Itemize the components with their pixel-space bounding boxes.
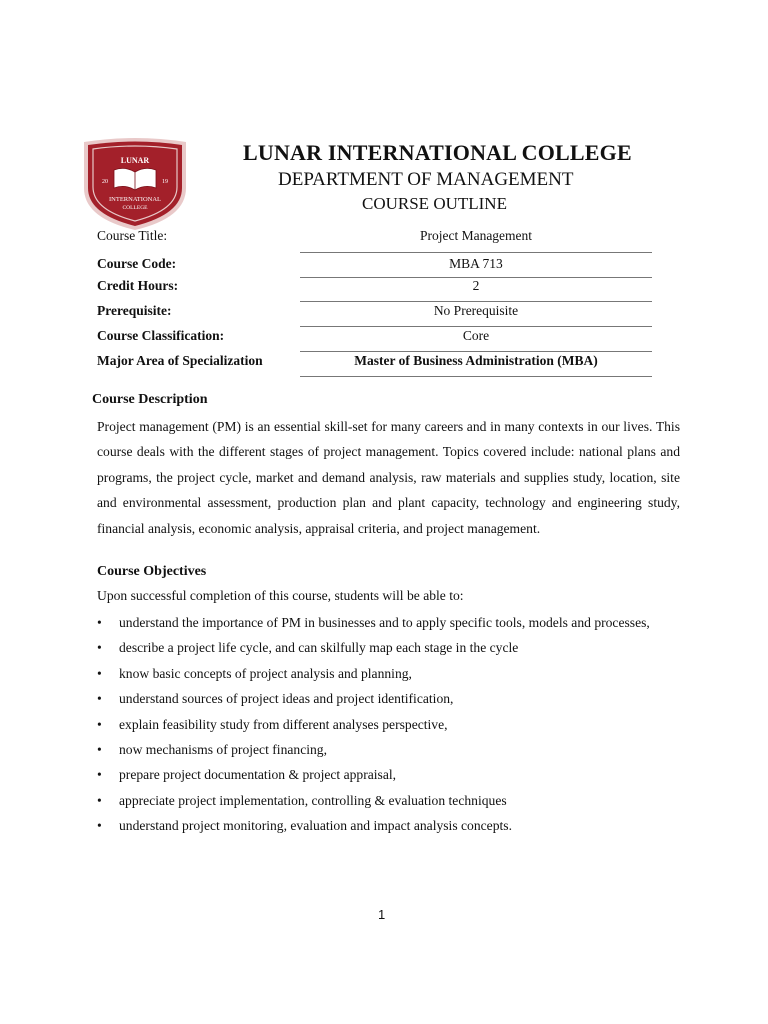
list-item [97, 635, 680, 660]
list-item [97, 610, 680, 635]
logo-text-bottom-2: COLLEGE [122, 205, 148, 211]
prerequisite-row [97, 303, 652, 325]
college-name: LUNAR INTERNATIONAL COLLEGE [243, 140, 632, 165]
credit-hours-row [97, 278, 652, 300]
description-text: Project management (PM) is an essential skill-set for many careers and in many contexts in our lives. This course deals with the different stages of project management. Topics covered include: national plans and programs, the project cycle, market and demand analysis, raw materials and supplies study, location, site and environmental assessment, production plan and plant capacity, technology and engineering study, financial analysis, economic analysis, appraisal criteria, and project management. [97, 419, 680, 536]
list-item [97, 661, 680, 686]
logo-text-top: LUNAR [120, 156, 150, 165]
row-divider [300, 252, 652, 253]
department-name: DEPARTMENT OF MANAGEMENT [278, 169, 574, 190]
row-divider [300, 376, 652, 377]
bullet-icon: • [97, 716, 102, 732]
classification-label: Course Classification: [97, 328, 225, 343]
objective-text: understand project monitoring, evaluation and impact analysis concepts. [119, 818, 512, 834]
credit-hours-value: 2 [472, 278, 480, 293]
row-divider [300, 301, 652, 302]
bullet-icon: • [97, 691, 102, 707]
course-title-value: Project Management [419, 228, 533, 243]
objectives-list [97, 610, 680, 839]
objectives-intro: Upon successful completion of this course, students will be able to: [97, 588, 464, 603]
college-crest-logo [80, 136, 190, 232]
list-item [97, 686, 680, 711]
objective-text: understand sources of project ideas and project identification, [119, 691, 454, 707]
objectives-heading: Course Objectives [97, 564, 207, 579]
row-divider [300, 351, 652, 352]
bullet-icon: • [97, 665, 102, 681]
course-title-row [97, 228, 652, 250]
prerequisite-label: Prerequisite: [97, 303, 172, 318]
objective-text: explain feasibility study from different analyses perspective, [119, 716, 448, 732]
objective-text: describe a project life cycle, and can skilfully map each stage in the cycle [119, 640, 519, 656]
prerequisite-value: No Prerequisite [433, 303, 519, 318]
specialization-row [97, 353, 652, 375]
page-number: 1 [378, 907, 386, 922]
course-code-row [97, 256, 652, 278]
specialization-value: Master of Business Administration (MBA) [354, 353, 598, 368]
bullet-icon: • [97, 615, 102, 630]
objective-text: know basic concepts of project analysis and planning, [119, 665, 412, 681]
specialization-label: Major Area of Specialization [97, 353, 263, 368]
classification-value: Core [462, 328, 490, 343]
bullet-icon: • [97, 818, 102, 834]
row-divider [300, 326, 652, 327]
classification-row [97, 328, 652, 350]
list-item [97, 737, 680, 762]
list-item [97, 813, 680, 838]
credit-hours-label: Credit Hours: [97, 278, 179, 293]
list-item [97, 712, 680, 737]
logo-text-bottom-1: INTERNATIONAL [109, 196, 161, 203]
document-title: COURSE OUTLINE [362, 194, 507, 213]
course-title-label: Course Title: [97, 228, 168, 243]
bullet-icon: • [97, 742, 102, 758]
logo-year-right: 19 [162, 179, 168, 185]
list-item [97, 762, 680, 787]
objective-text: understand the importance of PM in businesses and to apply specific tools, models and processes, [119, 615, 650, 630]
objective-text: prepare project documentation & project appraisal, [119, 767, 397, 783]
logo-year-left: 20 [102, 179, 108, 185]
bullet-icon: • [97, 767, 102, 783]
bullet-icon: • [97, 640, 102, 656]
objective-text: appreciate project implementation, controlling & evaluation techniques [119, 792, 507, 808]
bullet-icon: • [97, 792, 102, 808]
description-heading: Course Description [92, 392, 208, 407]
course-code-label: Course Code: [97, 256, 177, 271]
objective-text: now mechanisms of project financing, [119, 742, 328, 758]
course-code-value: MBA 713 [449, 256, 503, 271]
list-item [97, 788, 680, 813]
